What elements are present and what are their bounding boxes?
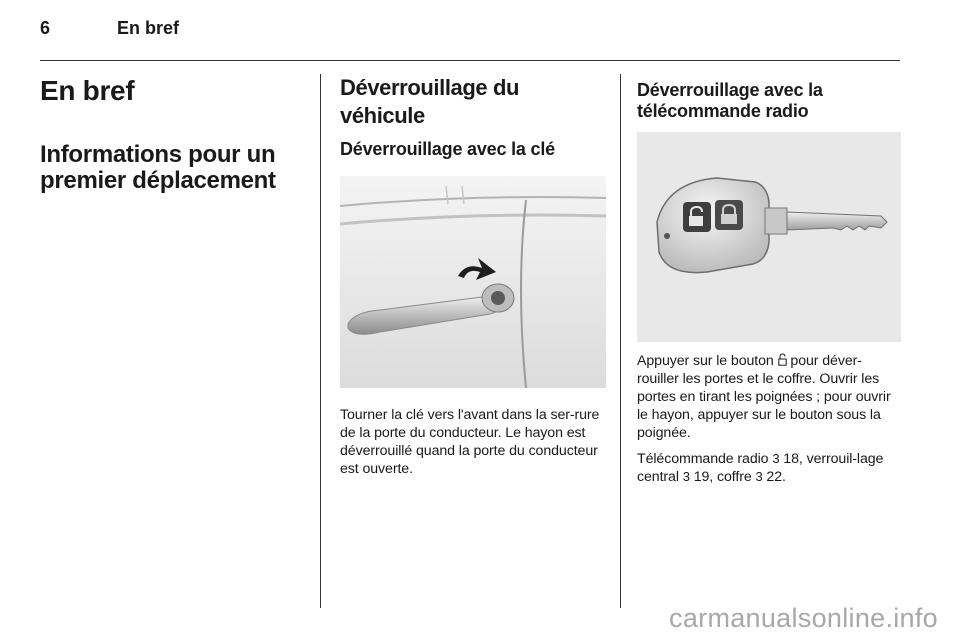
watermark: carmanualsonline.info <box>669 603 938 633</box>
chapter-heading: En bref <box>40 75 135 106</box>
remote-text-start: Appuyer sur le bouton <box>637 353 774 369</box>
remote-key-fob-icon <box>637 132 901 342</box>
ref-arrow-icon: 3 <box>772 451 780 466</box>
header-title: En bref <box>117 18 180 38</box>
section-title: Déverrouillage du véhicule <box>340 75 520 128</box>
remote-key-figure <box>637 132 901 342</box>
header-rule <box>40 60 900 61</box>
column-right <box>637 74 901 486</box>
section-heading-line1: Informations pour un <box>40 141 276 168</box>
column-middle <box>340 74 606 478</box>
ref-arrow-icon: 3 <box>682 469 690 484</box>
section-heading <box>40 142 308 194</box>
ref-text-2[interactable]: 19, coffre <box>689 469 756 485</box>
ref-text-3[interactable]: 22. <box>762 469 786 485</box>
page-header <box>40 18 900 42</box>
column-divider <box>320 74 321 608</box>
ref-arrow-icon: 3 <box>755 469 763 484</box>
section-heading-line2: premier déplacement <box>40 167 276 194</box>
column-left <box>40 74 308 194</box>
cross-references <box>637 450 901 486</box>
subsection-title-remote-line1: Déverrouillage avec la <box>637 80 823 100</box>
ref-text: Télécommande radio <box>637 451 773 467</box>
remote-text-rest: pour déver-rouiller les portes et le coffre. Ouvrir les portes en tirant les poignées ; pour ouvrir le hayon, appuyer sur le bouton sous la poignée. <box>637 353 891 441</box>
column-divider <box>620 74 621 608</box>
ref-text-1[interactable]: 18, verrouil-lage central <box>637 451 884 485</box>
remote-unlock-instructions <box>637 352 901 442</box>
subsection-title: Déverrouillage avec la clé <box>340 139 555 159</box>
subsection-title-remote <box>637 80 901 122</box>
subsection-title-remote-line2: télécommande radio <box>637 101 809 121</box>
door-handle-key-icon <box>340 176 606 388</box>
unlock-icon <box>778 353 787 366</box>
door-handle-figure <box>340 176 606 388</box>
page-number: 6 <box>40 18 51 38</box>
key-unlock-instructions: Tourner la clé vers l'avant dans la ser-rure de la porte du conducteur. Le hayon est déverrouillé quand la porte du conducteur est ouverte. <box>340 407 600 477</box>
